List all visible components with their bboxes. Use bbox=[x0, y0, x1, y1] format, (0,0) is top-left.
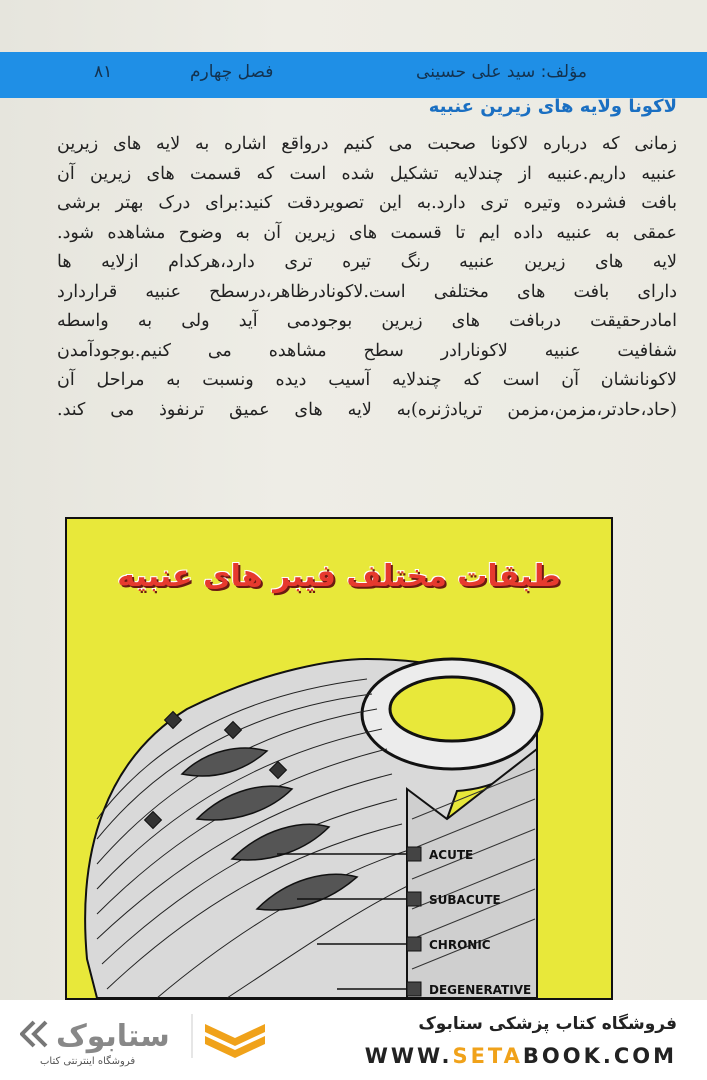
paragraph-line: زمانی که درباره لاکونا صحبت می کنیم درواقع اشاره به لایه های زیرین bbox=[57, 134, 677, 154]
author-label: مؤلف: سید علی حسینی bbox=[416, 62, 587, 82]
chapter-label: فصل چهارم bbox=[190, 62, 274, 82]
legend-subacute: SUBACUTE bbox=[429, 893, 501, 907]
figure-title: طبقات مختلف فیبر های عنبیه bbox=[117, 559, 561, 594]
paragraph-line: شفافیت عنبیه لاکونارادر سطح مشاهده می کنیم.بوجودآمدن bbox=[57, 340, 677, 361]
paragraph-line: لاکونانشان آن است که چندلایه آسیب دیده ونسبت به مراحل آن bbox=[57, 370, 677, 390]
legend-chronic: CHRONIC bbox=[429, 938, 491, 952]
url-suffix: BOOK.COM bbox=[522, 1044, 677, 1068]
logo-subtitle: فروشگاه اینترنتی کتاب bbox=[40, 1056, 136, 1067]
section-title: لاکونا ولایه های زیرین عنبیه bbox=[428, 96, 677, 117]
paragraph-line: دارای بافت های مختلفی است.لاکونادرظاهر،درسطح عنبیه قراردارد bbox=[57, 281, 677, 302]
url-highlight: SETA bbox=[452, 1044, 523, 1068]
legend-degenerative: DEGENERATIVE bbox=[429, 983, 532, 997]
paragraph-line: بافت فشرده وتیره تری دارد.به این تصویردقت کنید:برای درک بهتر برشی bbox=[57, 193, 677, 213]
url-prefix: WWW. bbox=[364, 1044, 453, 1068]
footer-banner bbox=[0, 1000, 707, 1080]
iris-fiber-layers-figure bbox=[65, 517, 613, 1000]
pupil-opening bbox=[390, 677, 514, 741]
body-paragraph bbox=[57, 130, 677, 425]
paragraph-line: امادرحقیقت دربافت های زیرین بوجودمی آید ولی به واسطه bbox=[57, 311, 677, 331]
paragraph-line: لایه های زیرین عنبیه رنگ تیره تری دارد،هرکدام ازلایه ها bbox=[57, 252, 677, 272]
paragraph-line: عنبیه داریم.عنبیه از چندلایه تشکیل شده است که قسمت های زیرین آن bbox=[57, 163, 677, 184]
legend-acute: ACUTE bbox=[429, 848, 474, 862]
paragraph-line: (حاد،حادتر،مزمن،مزمن تریادژنره)به لایه های عمیق ترنفوذ می کند. bbox=[57, 399, 677, 420]
store-url[interactable] bbox=[365, 1044, 677, 1068]
store-name: فروشگاه کتاب پزشکی ستابوک bbox=[418, 1014, 677, 1034]
paragraph-line: عمقی به عنبیه داده ایم تا قسمت های زیرین آن به وضوح مشاهده شود. bbox=[57, 222, 677, 243]
logo-wordmark: ستابوک bbox=[56, 1019, 170, 1054]
page-number: ۸۱ bbox=[94, 62, 113, 82]
page-header-band bbox=[0, 52, 707, 98]
logo-icon bbox=[20, 1010, 270, 1060]
